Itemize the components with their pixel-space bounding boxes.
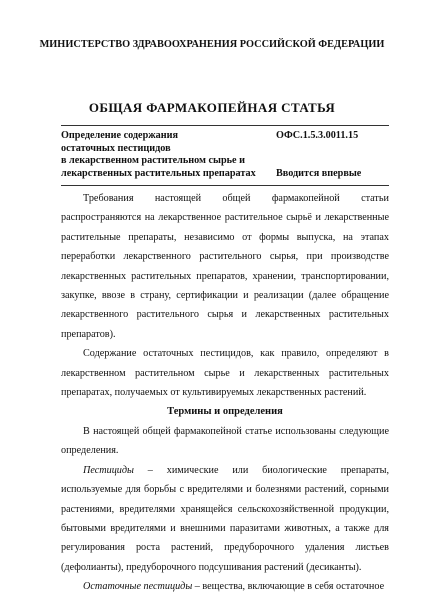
document-type-title: ОБЩАЯ ФАРМАКОПЕЙНАЯ СТАТЬЯ [88, 100, 336, 115]
article-title-line: Определение содержания [61, 130, 178, 141]
definition-residual-pesticides-text: – вещества, включающие в себя остаточное [192, 581, 385, 593]
article-title-line: в лекарственном растительном сырье и [61, 155, 245, 167]
paragraph-definitions-intro: В настоящей общей фармакопейной статье использованы следующие определения. [61, 425, 389, 457]
section-heading-terms: Термины и определения [167, 406, 283, 418]
definition-pesticides [61, 461, 389, 577]
definition-residual-pesticides [61, 577, 389, 596]
paragraph-scope: Требования настоящей общей фармакопейной статьи распространяются на лекарственное растительное сырьё и лекарственные растительные препараты, независимо от формы выпуска, на этапах переработки лекарственного растительного сырья, при производстве лекарственных растительных препаратов, хранении, транспортировании, закупке, ввозе в страну, сертификации и реализации (далее обращение лекарственного растительного сырья и лекарственных растительных препаратов). [61, 193, 389, 340]
ministry-header: МИНИСТЕРСТВО ЗДРАВООХРАНЕНИЯ РОССИЙСКОЙ ФЕДЕРАЦИИ [39, 39, 385, 50]
article-body [61, 189, 389, 597]
article-title-block [61, 130, 266, 180]
meta-bottom-divider [61, 185, 389, 186]
meta-top-divider [61, 125, 389, 126]
paragraph-content: Содержание остаточных пестицидов, как правило, определяют в лекарственном растительном сырье и лекарственных растительных препаратах, получаемых от культивируемых лекарственных растений. [61, 348, 389, 399]
article-code: ОФС.1.5.3.0011.15 [276, 130, 359, 141]
article-title-line: остаточных пестицидов [61, 142, 171, 154]
term-residual-pesticides: Остаточные пестициды [83, 581, 193, 593]
definition-pesticides-text: – химические или биологические препараты, используемые для борьбы с вредителями и болезнями растений, сорными растениями, вредителями хранящейся сельскохозяйственной продукции, бытовыми вредителями и внешними паразитами животных, а также для регулирования роста растений, предуборочного удаления листьев (дефолианты), предуборочного подсушивания растений (десиканты). [61, 464, 389, 573]
introduced-note: Вводится впервые [276, 168, 362, 179]
term-pesticides: Пестициды [83, 464, 134, 476]
article-title-line: лекарственных растительных препаратах [61, 167, 256, 179]
